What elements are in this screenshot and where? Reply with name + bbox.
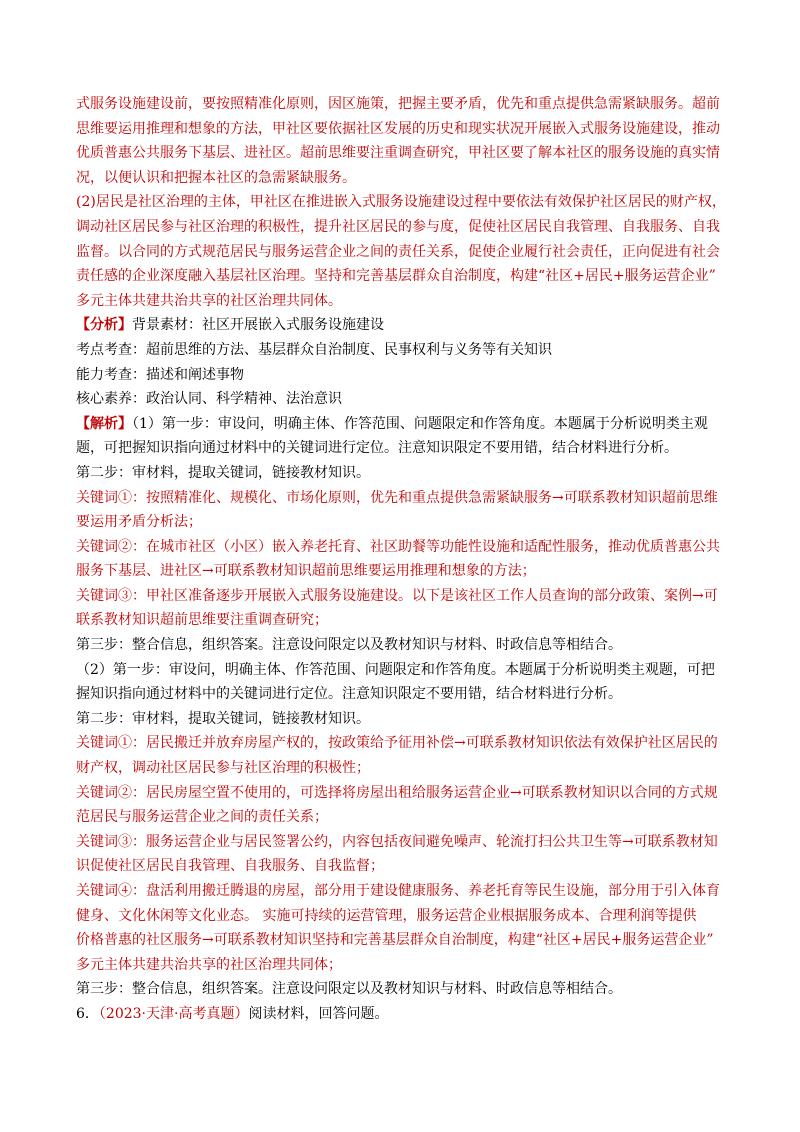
question-source: （2023·天津·高考真题）: [98, 1005, 249, 1022]
question-number: 6．: [76, 1005, 99, 1022]
explanation-section: [76, 412, 726, 1002]
explain-first-line: [76, 412, 726, 437]
text-line: 责任感的企业深度融入基层社区治理。坚持和完善基层群众自治制度，构建“社区+居民+服务运营企业”: [76, 268, 716, 285]
analysis-ability: 能力考查：描述和阐述事物: [76, 366, 244, 383]
text-line: 况，以便认识和把握本社区的急需紧缺服务。: [76, 169, 356, 186]
keyword-line: 关键词①：居民搬迁并放弃房屋产权的，按政策给予征用补偿→可联系教材知识依法有效保护社区居民的: [76, 735, 718, 752]
keyword-line: 关键词③：甲社区准备逐步开展嵌入式服务设施建设。以下是该社区工作人员查询的部分政策、案例→可: [76, 587, 718, 604]
keyword-line: 多元主体共建共治共享的社区治理共同体；: [76, 956, 342, 973]
text-line: 多元主体共建共治共享的社区治理共同体。: [76, 292, 342, 309]
keyword-line: 要运用矛盾分析法；: [76, 514, 202, 531]
analysis-background: 背景素材：社区开展嵌入式服务设施建设: [132, 317, 384, 334]
text-line: 监督。以合同的方式规范居民与服务运营企业之间的责任关系，促使企业履行社会责任，正向促进有社会: [76, 243, 720, 260]
keyword-line: 健身、文化休闲等文化业态。 实施可持续的运营管理，服务运营企业根据服务成本、合理利润等提供: [76, 907, 697, 924]
answer-part-2: [76, 190, 726, 313]
text-line: 思维要运用推理和想象的方法，甲社区要依据社区发展的历史和现实状况开展嵌入式服务设施建设，推动: [76, 120, 720, 137]
text-line: 优质普惠公共服务下基层、进社区。超前思维要注重调查研究，甲社区要了解本社区的服务设施的真实情: [76, 145, 720, 162]
keyword-line: 联系教材知识超前思维要注重调查研究；: [76, 612, 328, 629]
keyword-line: 财产权，调动社区居民参与社区治理的积极性；: [76, 760, 370, 777]
keyword-line: 关键词③：服务运营企业与居民签署公约，内容包括夜间避免噪声、轮流打扫公共卫生等→可联系教材知: [76, 833, 718, 850]
text-line: 第二步：审材料，提取关键词，链接教材知识。: [76, 710, 370, 727]
keyword-line: 关键词②：在城市社区（小区）嵌入养老托育、社区助餐等功能性设施和适配性服务，推动优质普惠公共: [76, 538, 720, 555]
keyword-line: 关键词①：按照精准化、规模化、市场化原则，优先和重点提供急需紧缺服务→可联系教材知识超前思维: [76, 489, 718, 506]
analysis-label: 【分析】: [76, 317, 132, 334]
keyword-line: 关键词④：盘活利用搬迁腾退的房屋，部分用于建设健康服务、养老托育等民生设施，部分用于引入体育: [76, 883, 720, 899]
keyword-line: 关键词②：居民房屋空置不使用的，可选择将房屋出租给服务运营企业→可联系教材知识以合同的方式规: [76, 784, 718, 801]
keyword-line: 识促使社区居民自我管理、自我服务、自我监督；: [76, 858, 384, 875]
keyword-line: 范居民与服务运营企业之间的责任关系；: [76, 809, 328, 826]
analysis-section: [76, 313, 726, 411]
text-line: 调动社区居民参与社区治理的积极性，提升社区居民的参与度，促使社区居民自我管理、自我服务、自我: [76, 218, 720, 235]
analysis-points: 考点考查：超前思维的方法、基层群众自治制度、民事权利与义务等有关知识: [76, 341, 552, 358]
step3-line: 第三步：整合信息，组织答案。注意设问限定以及教材知识与材料、时政信息等相结合。: [76, 637, 622, 654]
document-content: [76, 92, 726, 1027]
answer-part-1: [76, 92, 726, 190]
step3-line: 第三步：整合信息，组织答案。注意设问限定以及教材知识与材料、时政信息等相结合。: [76, 981, 622, 998]
question-6: [76, 1002, 726, 1027]
analysis-background-line: [76, 313, 726, 338]
keyword-line: 价格普惠的社区服务→可联系教材知识坚持和完善基层群众自治制度，构建“社区+居民+服务运营企业”: [76, 932, 714, 949]
keyword-line: 服务下基层、进社区→可联系教材知识超前思维要运用推理和想象的方法；: [76, 563, 536, 580]
question-text: 阅读材料，回答问题。: [248, 1005, 389, 1022]
text-line: 握知识指向通过材料中的关键词进行定位。注意知识限定不要用错，结合材料进行分析。: [76, 686, 622, 703]
explain-first-text: （1）第一步：审设问，明确主体、作答范围、问题限定和作答角度。本题属于分析说明类主观: [132, 415, 708, 432]
text-line: (2)居民是社区治理的主体，甲社区在推进嵌入式服务设施建设过程中要依法有效保护社区居民的财产权，: [76, 194, 726, 211]
explain-label: 【解析】: [76, 415, 132, 432]
text-line: 式服务设施建设前，要按照精准化原则，因区施策，把握主要矛盾，优先和重点提供急需紧缺服务。超前: [76, 96, 720, 112]
text-line: 题，可把握知识指向通过材料中的关键词进行定位。注意知识限定不要用错，结合材料进行分析。: [76, 440, 678, 457]
text-line: 第二步：审材料，提取关键词，链接教材知识。: [76, 464, 370, 481]
text-line: （2）第一步：审设问，明确主体、作答范围、问题限定和作答角度。本题属于分析说明类主观题，可把: [76, 661, 715, 678]
analysis-literacy: 核心素养：政治认同、科学精神、法治意识: [76, 391, 342, 408]
